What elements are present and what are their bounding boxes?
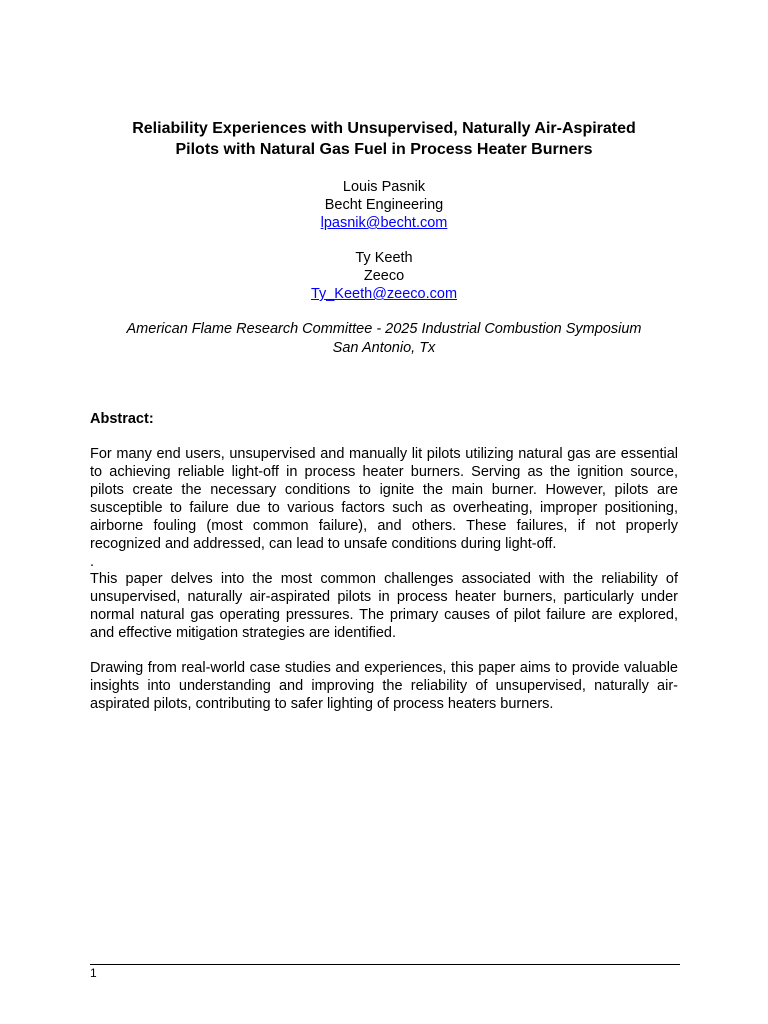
abstract-paragraph-2: This paper delves into the most common challenges associated with the reliability of unsupervised, naturally air-aspirated pilots in process heater burners, particularly under normal natural gas operating pressures. The primary causes of pilot failure are explored, and effective mitigation strategies are identified. — [90, 571, 678, 641]
author-block-2 — [184, 249, 584, 303]
abstract-paragraph-3: Drawing from real-world case studies and experiences, this paper aims to provide valuable insights into understanding and improving the reliability of unsupervised, naturally air-aspirated pilots, contributing to safer lighting of process heaters burners. — [90, 660, 678, 712]
author-block-1 — [184, 178, 584, 232]
footer-divider — [90, 964, 680, 965]
paper-title-line-2: Pilots with Natural Gas Fuel in Process Heater Burners — [175, 141, 593, 158]
conference-location: San Antonio, Tx — [332, 340, 436, 356]
author-email-link[interactable]: lpasnik@becht.com — [320, 215, 448, 231]
abstract-paragraph-1: For many end users, unsupervised and manually lit pilots utilizing natural gas are essential to achieving reliable light-off in process heater burners. Serving as the ignition source, pilots create the necessary conditions to ignite the main burner. However, pilots are susceptible to failure due to various factors such as overheating, improper positioning, airborne fouling (most common failure), and others. These failures, if not properly recognized and addressed, can lead to unsafe conditions during light-off. — [90, 446, 678, 552]
conference-info — [60, 320, 708, 358]
abstract-heading: Abstract: — [90, 411, 154, 427]
paper-title-line-1: Reliability Experiences with Unsupervised, Naturally Air-Aspirated — [132, 120, 636, 137]
author-name: Louis Pasnik — [342, 179, 426, 195]
abstract-separator: . — [90, 554, 95, 570]
conference-name: American Flame Research Committee - 2025 Industrial Combustion Symposium — [126, 321, 642, 337]
page-number: 1 — [90, 966, 97, 980]
author-affiliation: Becht Engineering — [324, 197, 444, 213]
author-name: Ty Keeth — [355, 250, 413, 266]
author-email-link[interactable]: Ty_Keeth@zeeco.com — [310, 286, 458, 302]
paper-title — [60, 118, 708, 160]
author-affiliation: Zeeco — [363, 268, 405, 284]
